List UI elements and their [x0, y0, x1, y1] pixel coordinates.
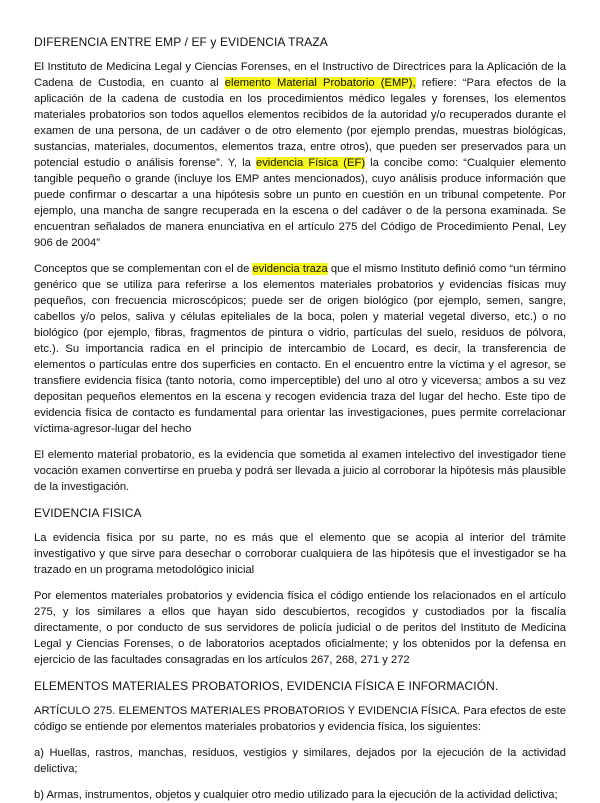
article-title: ARTÍCULO 275. ELEMENTOS MATERIALES PROBATORIOS Y EVIDENCIA FÍSICA. [34, 705, 461, 717]
highlight-emp: elemento Material Probatorio (EMP), [224, 77, 416, 89]
paragraph-articulo-275 [34, 703, 566, 735]
text-segment: Conceptos que se complementan con el de [34, 263, 253, 275]
section-heading-elementos: ELEMENTOS MATERIALES PROBATORIOS, EVIDENCIA FÍSICA E INFORMACIÓN. [34, 679, 499, 693]
paragraph-articulo-275-intro: Por elementos materiales probatorios y evidencia física el código entiende los relacionados en el artículo 275, y los similares a ellos que hayan sido descubiertos, recogidos y custodiados por la fiscalía directamente, o por conducto de sus servidores de policía judicial o de peritos del Instituto de Medicina Legal y Ciencias Forenses, o de laboratorios aceptados oficialmente; y los obtenidos por la defensa en ejercicio de las facultades consagradas en los artículos 267, 268, 271 y 272 [34, 590, 566, 666]
list-item-a: a) Huellas, rastros, manchas, residuos, vestigios y similares, dejados por la ejecución de la actividad delictiva; [34, 747, 566, 775]
section-heading-evidencia-fisica: EVIDENCIA FISICA [34, 506, 142, 520]
paragraph-emp-investigador: El elemento material probatorio, es la evidencia que sometida al examen intelectivo del investigador tiene vocación examen convertirse en prueba y podrá ser llevada a juicio al corroborar la hipótesis más plausible de la investigación. [34, 449, 566, 493]
paragraph-evidencia-fisica: La evidencia física por su parte, no es más que el elemento que se acopia al interior del trámite investigativo y que sirve para desechar o corroborar cualquiera de las hipótesis que el investigador se ha trazado en un programa metodológico inicial [34, 532, 566, 576]
paragraph-emp-ef-definition [34, 59, 566, 251]
highlight-ef: evidencia Física (EF) [255, 157, 366, 169]
list-item-b: b) Armas, instrumentos, objetos y cualquier otro medio utilizado para la ejecución de la actividad delictiva; [34, 789, 558, 801]
paragraph-evidencia-traza [34, 261, 566, 437]
highlight-evidencia-traza: evidencia traza [252, 263, 328, 275]
text-segment: la concibe como: “Cualquier elemento tangible pequeño o grande (incluye los EMP antes mencionados), cuyo análisis produce información que puede confirmar o descartar a una hipótesis sobre un punto en cuestión en un tribunal competente. Por ejemplo, una mancha de sangre recuperada en la escena o del cadáver o de la persona examinada. Se encuentran señalados de manera enunciativa en el artículo 275 del Código de Procedimiento Penal, Ley 906 de 2004” [34, 157, 566, 249]
document-title: DIFERENCIA ENTRE EMP / EF y EVIDENCIA TRAZA [34, 35, 328, 49]
text-segment: El Instituto de Medicina Legal y Ciencias Forenses, en el Instructivo de Directrices para la Aplicación de la Cadena de Custodia, en cuanto al [34, 61, 566, 89]
text-segment: refiere: “Para efectos de la aplicación de la cadena de custodia en los procedimientos médico legales y forenses, los elementos materiales probatorios son todos aquellos elementos recibidos de la autoridad y/o recuperados durante el examen de una persona, de un cadáver o de otro elemento (por ejemplo prendas, muestras biológicas, sustancias, materiales, documentos, elementos traza, entre otros), que pueden ser preservados para un potencial estudio o análisis forense”. Y, la [34, 77, 566, 169]
text-segment: que el mismo Instituto definió como “un término genérico que se utiliza para referirse a los elementos materiales probatorios y evidencias físicas muy pequeños, con frecuencia microscópicos; puede ser de origen biológico (por ejemplo, semen, sangre, cabellos y/o pelos, saliva y células epiteliales de la boca, polen y material vegetal diverso, etc.) o no biológico (por ejemplo, fibras, fragmentos de pintura o vidrio, partículas del suelo, residuos de pólvora, etc.). Su importancia radica en el principio de intercambio de Locard, es decir, la transferencia de elementos o partículas entre dos superficies en contacto. En el encuentro entre la víctima y el agresor, se transfiere evidencia física (tanto notoria, como imperceptible) del uno al otro y viceversa; ambos a su vez depositan pequeños elementos en la escena y recogen evidencia traza del lugar del hecho. Este tipo de evidencia física de contacto es fundamental para orientar las investigaciones, pues permite correlacionar víctima-agresor-lugar del hecho [34, 263, 567, 435]
text-segment: Para efectos de este código se entiende por elementos materiales probatorios y evidencia física, los siguientes: [34, 705, 566, 733]
